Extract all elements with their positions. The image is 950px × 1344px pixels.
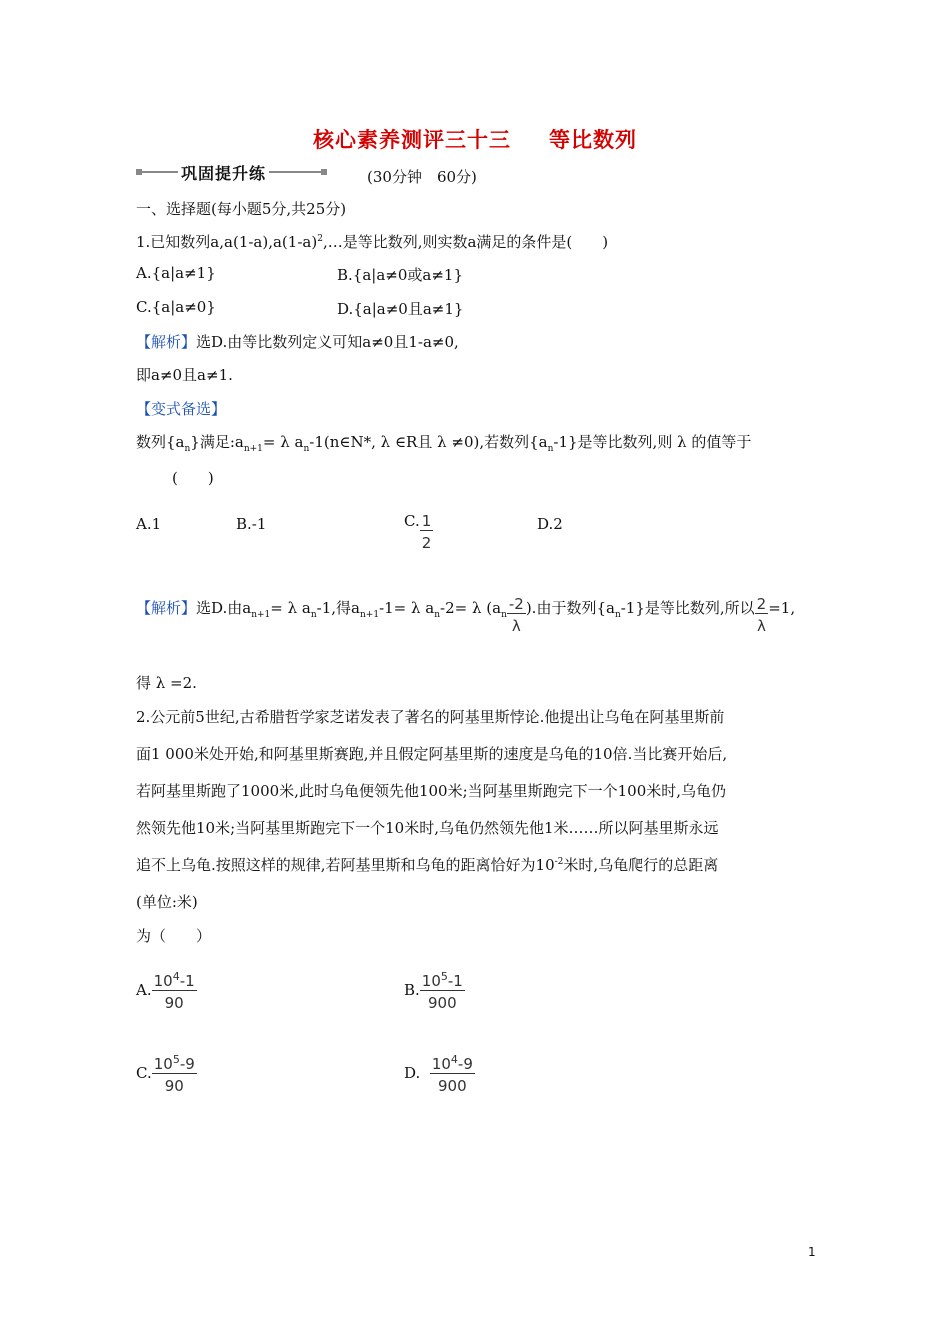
fraction-numerator: [152, 1053, 197, 1074]
subscript: n: [547, 444, 554, 454]
q2-option-b: [404, 970, 465, 1012]
num-base: 10: [153, 972, 173, 990]
fraction-denominator: 2: [421, 534, 432, 552]
analysis-text: = λ a: [270, 599, 311, 617]
num-tail: -1: [447, 972, 463, 990]
subscript: n: [614, 610, 621, 620]
fraction-numerator: [420, 970, 465, 991]
variant-stem-text: }满足:a: [190, 433, 244, 451]
num-tail: -1: [179, 972, 195, 990]
analysis-text: ).由于数列{a: [525, 599, 615, 617]
variant-option-b: B.-1: [236, 515, 267, 533]
q1-analysis-tag: 【解析】: [136, 333, 197, 351]
num-exp: 5: [172, 1053, 180, 1066]
q1-stem-sup: 2: [317, 234, 323, 244]
option-label: B.: [404, 981, 420, 999]
num-exp: 5: [440, 970, 448, 983]
fraction-denominator: 900: [428, 994, 457, 1012]
variant-tag: 【变式备选】: [136, 400, 227, 418]
fraction: [152, 1053, 197, 1095]
q2-unit: (单位:米): [136, 893, 198, 911]
banner-line-right: [269, 171, 321, 173]
variant-stem-text: 数列{a: [136, 433, 185, 451]
banner-dot-right: [321, 169, 327, 175]
fraction-denominator: λ: [755, 613, 769, 635]
fraction-denominator: 90: [164, 1077, 184, 1095]
variant-stem: [136, 431, 751, 454]
q2-line: 然领先他10米;当阿基里斯跑完下一个10米时,乌龟仍然领先他1米……所以阿基里斯永远: [136, 819, 719, 837]
option-label: A.: [136, 981, 152, 999]
q2-paren: 为（ ）: [136, 927, 212, 945]
q2-line-text: 米时,乌龟爬行的总距离: [563, 856, 719, 874]
analysis-text: -2= λ (a: [440, 599, 502, 617]
num-exp: 4: [450, 1053, 458, 1066]
variant-option-d: D.2: [537, 515, 563, 533]
q2-option-a: [136, 970, 197, 1012]
analysis-text: =1,: [768, 599, 796, 617]
fraction: [152, 970, 197, 1012]
q1-analysis-text: 选D.由等比数列定义可知a≠0且1-a≠0,: [196, 333, 459, 351]
num-base: 10: [421, 972, 441, 990]
num-base: 10: [153, 1055, 173, 1073]
variant-analysis: [136, 597, 795, 635]
fraction: [420, 970, 465, 1012]
q2-line: 面1 000米处开始,和阿基里斯赛跑,并且假定阿基里斯的速度是乌龟的10倍.当比赛开始后,: [136, 745, 728, 763]
analysis-text: -1,得a: [316, 599, 360, 617]
fraction-numerator: [430, 1053, 475, 1074]
variant-analysis-end: 得 λ =2.: [136, 674, 197, 692]
page-number: 1: [808, 1245, 816, 1259]
section-time: (30分钟 60分): [367, 168, 477, 186]
superscript: -2: [554, 857, 564, 867]
q2-line: 若阿基里斯跑了1000米,此时乌龟便领先他100米;当阿基里斯跑完下一个100米时,乌龟仍: [136, 782, 727, 800]
question-heading: 一、选择题(每小题5分,共25分): [136, 200, 347, 218]
fraction-2-lambda: [755, 595, 769, 635]
fraction-minus2-lambda: [507, 595, 526, 635]
fraction-numerator: [152, 970, 197, 991]
fraction-denominator: 90: [164, 994, 184, 1012]
analysis-text: 选D.由a: [196, 599, 252, 617]
option-label: D.: [404, 1064, 421, 1082]
q1-analysis: [136, 331, 459, 352]
fraction-denominator: 900: [438, 1077, 467, 1095]
analysis-text: -1= λ a: [379, 599, 435, 617]
fraction-numerator: 2: [756, 595, 767, 613]
title-topic: 等比数列: [549, 127, 637, 152]
section-label: 巩固提升练: [181, 163, 267, 183]
num-exp: 4: [172, 970, 180, 983]
q1-option-c: C.{a|a≠0}: [136, 298, 216, 316]
q1-stem-b: ,…是等比数列,则实数a满足的条件是( ): [322, 233, 609, 251]
subscript: n: [501, 610, 507, 620]
fraction: [430, 1053, 475, 1095]
variant-stem-text: -1(n∈N*, λ ∈R且 λ ≠0),若数列{a: [309, 433, 548, 451]
fraction-numerator: -2: [508, 595, 524, 613]
title-main: 核心素养测评三十三: [313, 127, 511, 152]
fraction: [420, 512, 434, 552]
q2-option-c: [136, 1053, 197, 1095]
q1-option-b: B.{a|a≠0或a≠1}: [337, 266, 463, 284]
num-tail: -9: [457, 1055, 473, 1073]
q1-stem: [136, 231, 608, 252]
variant-option-c: [404, 512, 433, 552]
subscript: n: [310, 610, 317, 620]
num-tail: -9: [179, 1055, 195, 1073]
fraction-numerator: 1: [421, 512, 432, 530]
banner-line-left: [142, 171, 178, 173]
variant-stem-text: = λ a: [262, 433, 304, 451]
num-base: 10: [431, 1055, 451, 1073]
subscript: n: [184, 444, 191, 454]
subscript: n: [303, 444, 310, 454]
section-banner: [136, 160, 327, 184]
subscript: n+1: [243, 444, 263, 454]
analysis-text: -1}是等比数列,所以: [620, 599, 755, 617]
subscript: n: [434, 610, 441, 620]
variant-option-a: A.1: [136, 515, 162, 533]
option-label: C.: [404, 512, 420, 530]
fraction-denominator: λ: [507, 613, 526, 635]
q2-line: [136, 854, 718, 875]
subscript: n+1: [251, 610, 271, 620]
variant-stem-text: -1}是等比数列,则 λ 的值等于: [553, 433, 752, 451]
option-label: C.: [136, 1064, 152, 1082]
q1-option-a: A.{a|a≠1}: [136, 264, 216, 282]
page-title: [0, 124, 950, 154]
q2-line: 2.公元前5世纪,古希腊哲学家芝诺发表了著名的阿基里斯悖论.他提出让乌龟在阿基里斯前: [136, 708, 725, 726]
q1-analysis-line2: 即a≠0且a≠1.: [136, 366, 233, 384]
q1-stem-a: 1.已知数列a,a(1-a),a(1-a): [136, 233, 318, 251]
subscript: n+1: [359, 610, 380, 620]
variant-analysis-tag: 【解析】: [136, 599, 197, 617]
q1-option-d: D.{a|a≠0且a≠1}: [337, 300, 464, 318]
q2-line-text: 追不上乌龟.按照这样的规律,若阿基里斯和乌龟的距离恰好为10: [136, 856, 555, 874]
variant-paren: ( ): [172, 469, 214, 487]
q2-option-d: [404, 1053, 475, 1095]
